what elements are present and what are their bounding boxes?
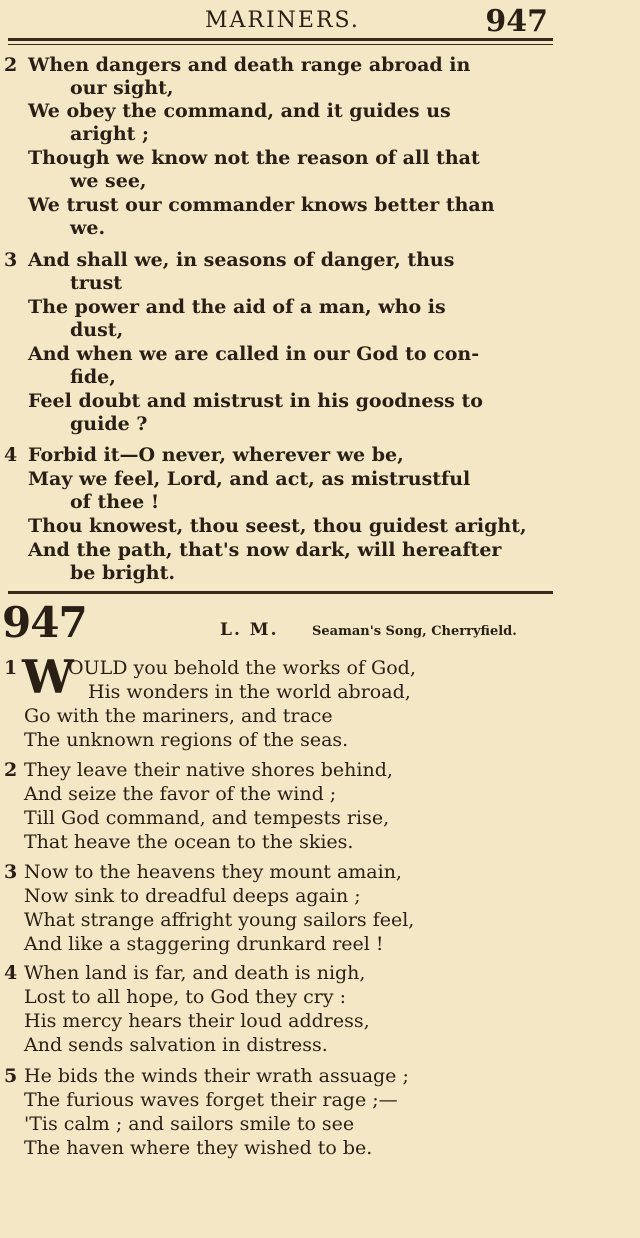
verse-line: Now to the heavens they mount amain,: [24, 861, 402, 883]
verse-line: Thou knowest, thou seest, thou guidest aright,: [28, 515, 527, 537]
verse-line: Now sink to dreadful deeps again ;: [24, 885, 361, 907]
verse-line: We trust our commander knows better than: [28, 194, 495, 216]
verse-line: Though we know not the reason of all that: [28, 147, 480, 169]
header-rule: [8, 38, 553, 41]
verse-line: And shall we, in seasons of danger, thus: [28, 249, 455, 271]
verse-line: Lost to all hope, to God they cry :: [24, 986, 346, 1008]
verse-line: be bright.: [70, 562, 175, 584]
stanza-number: 5: [4, 1065, 18, 1087]
verse-line: Feel doubt and mistrust in his goodness to: [28, 390, 483, 412]
section-divider: [8, 591, 553, 594]
hymn-meter: L. M.: [220, 620, 279, 640]
stanza-number: 4: [4, 444, 18, 466]
verse-line: May we feel, Lord, and act, as mistrustful: [28, 468, 471, 490]
verse-line: And the path, that's now dark, will hereafter: [28, 539, 502, 561]
verse-line: OULD you behold the works of God,: [68, 657, 416, 679]
stanza-number: 3: [4, 249, 18, 271]
stanza-number: 2: [4, 759, 18, 781]
verse-line: we see,: [70, 170, 147, 192]
stanza-number: 1: [4, 657, 18, 679]
verse-line: Forbid it—O never, wherever we be,: [28, 444, 404, 466]
verse-line: The unknown regions of the seas.: [24, 729, 349, 751]
page-header: [0, 4, 640, 39]
verse-line: His mercy hears their loud address,: [24, 1010, 370, 1032]
stanza-number: 3: [4, 861, 18, 883]
verse-line: He bids the winds their wrath assuage ;: [24, 1065, 409, 1087]
verse-line: And sends salvation in distress.: [24, 1034, 328, 1056]
verse-line: His wonders in the world abroad,: [88, 681, 411, 703]
stanza-number: 2: [4, 54, 18, 76]
running-title: MARINERS.: [205, 8, 360, 33]
verse-line: When land is far, and death is nigh,: [24, 962, 366, 984]
verse-line: guide ?: [70, 413, 148, 435]
verse-line: The haven where they wished to be.: [24, 1137, 373, 1159]
verse-line: The furious waves forget their rage ;—: [24, 1089, 398, 1111]
tune-names: Seaman's Song, Cherryfield.: [312, 624, 517, 639]
verse-line: aright ;: [70, 123, 150, 145]
drop-cap: W: [22, 650, 74, 704]
hymn-number: 947: [2, 598, 87, 647]
verse-line: And when we are called in our God to con-: [28, 343, 480, 365]
verse-line: What strange affright young sailors feel,: [24, 909, 415, 931]
verse-line: The power and the aid of a man, who is: [28, 296, 446, 318]
verse-line: our sight,: [70, 77, 174, 99]
verse-line: of thee !: [70, 491, 160, 513]
verse-line: They leave their native shores behind,: [24, 759, 393, 781]
verse-line: fide,: [70, 366, 116, 388]
verse-line: 'Tis calm ; and sailors smile to see: [24, 1113, 355, 1135]
verse-line: When dangers and death range abroad in: [28, 54, 471, 76]
verse-line: dust,: [70, 319, 124, 341]
header-rule-thin: [8, 44, 553, 45]
verse-line: And seize the favor of the wind ;: [24, 783, 337, 805]
page-number: 947: [485, 4, 548, 39]
verse-line: And like a staggering drunkard reel !: [24, 933, 384, 955]
verse-line: Go with the mariners, and trace: [24, 705, 333, 727]
verse-line: we.: [70, 217, 106, 239]
verse-line: We obey the command, and it guides us: [28, 100, 451, 122]
verse-line: Till God command, and tempests rise,: [24, 807, 390, 829]
stanza-number: 4: [4, 962, 18, 984]
verse-line: That heave the ocean to the skies.: [24, 831, 354, 853]
verse-line: trust: [70, 272, 123, 294]
